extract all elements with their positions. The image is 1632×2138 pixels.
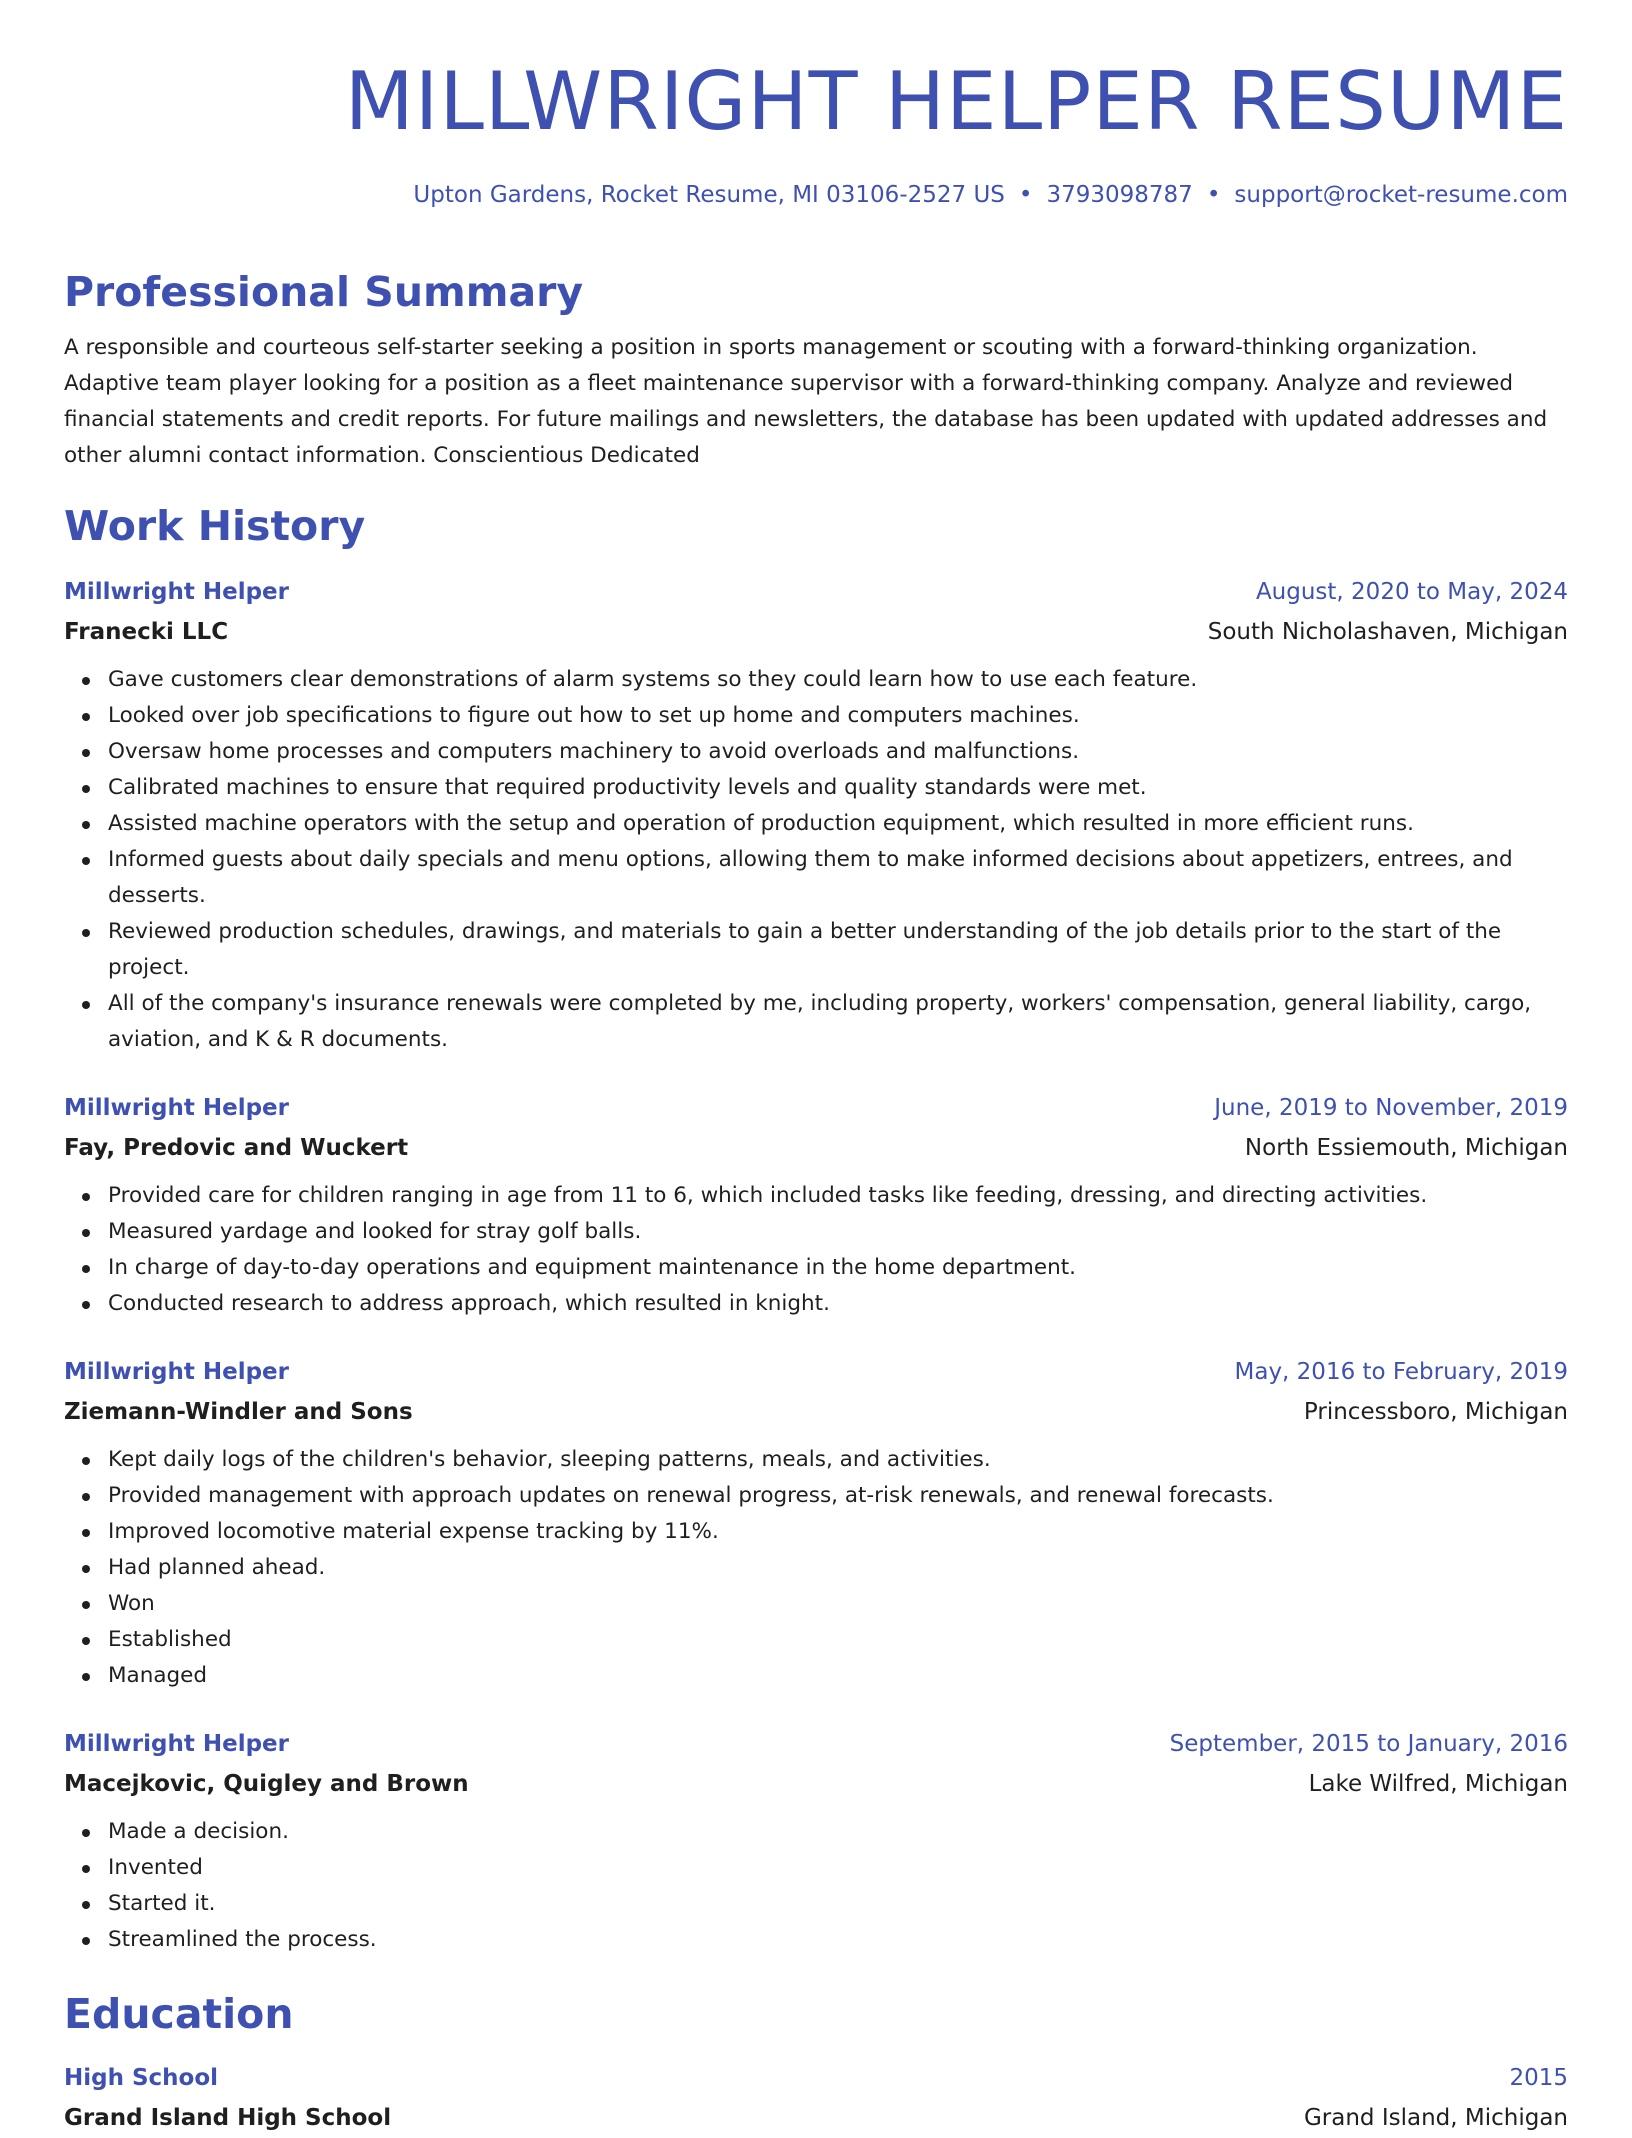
- education-year: 2015: [1509, 2065, 1568, 2091]
- job-bullet-list: [64, 1442, 1568, 1694]
- job-bullet: Streamlined the process.: [108, 1922, 1568, 1958]
- contact-email: support@rocket-resume.com: [1234, 182, 1568, 208]
- job-bullet: All of the company's insurance renewals were completed by me, including property, workers' compensation, general liability, cargo, aviation, and K & R documents.: [108, 986, 1568, 1058]
- job-company: Macejkovic, Quigley and Brown: [64, 1771, 469, 1797]
- job-bullet: Improved locomotive material expense tracking by 11%.: [108, 1514, 1568, 1550]
- job-company-row: [64, 612, 1568, 652]
- job-bullet: In charge of day-to-day operations and equipment maintenance in the home department.: [108, 1250, 1568, 1286]
- job-bullet: Established: [108, 1622, 1568, 1658]
- job-bullet: Started it.: [108, 1886, 1568, 1922]
- summary-text: A responsible and courteous self-starter seeking a position in sports management or scouting with a forward-thinking organization. Adaptive team player looking for a position as a fleet maintenance supervisor with a forward-thinking company. Analyze and reviewed financial statements and credit reports. For future mailings and newsletters, the database has been updated with updated addresses and other alumni contact information. Conscientious Dedicated: [64, 335, 1548, 468]
- work-history-list: [64, 572, 1568, 1958]
- job-dates: May, 2016 to February, 2019: [1234, 1359, 1568, 1385]
- job-entry: [64, 1724, 1568, 1958]
- section-title-summary: Professional Summary: [64, 268, 584, 316]
- job-bullet: Made a decision.: [108, 1814, 1568, 1850]
- job-header-row: [64, 572, 1568, 612]
- contact-separator: •: [1018, 182, 1033, 208]
- job-location: South Nicholashaven, Michigan: [1207, 619, 1568, 645]
- job-location: Lake Wilfred, Michigan: [1308, 1771, 1568, 1797]
- contact-address: Upton Gardens, Rocket Resume, MI 03106-2527 US: [413, 182, 1005, 208]
- job-title: Millwright Helper: [64, 1359, 289, 1385]
- section-title-work-history: Work History: [64, 502, 366, 550]
- job-bullet: Won: [108, 1586, 1568, 1622]
- job-bullet: Managed: [108, 1658, 1568, 1694]
- job-bullet: Kept daily logs of the children's behavior, sleeping patterns, meals, and activities.: [108, 1442, 1568, 1478]
- education-entry: [64, 2058, 1568, 2138]
- contact-separator: •: [1206, 182, 1221, 208]
- job-bullet: Calibrated machines to ensure that required productivity levels and quality standards were met.: [108, 770, 1568, 806]
- education-school-row: [64, 2098, 1568, 2138]
- job-bullet: Invented: [108, 1850, 1568, 1886]
- contact-phone: 3793098787: [1046, 182, 1193, 208]
- education-school: Grand Island High School: [64, 2105, 392, 2131]
- job-entry: [64, 1088, 1568, 1322]
- job-bullet: Measured yardage and looked for stray golf balls.: [108, 1214, 1568, 1250]
- job-company: Ziemann-Windler and Sons: [64, 1399, 413, 1425]
- job-bullet-list: [64, 1814, 1568, 1958]
- job-company-row: [64, 1764, 1568, 1804]
- job-bullet: Looked over job specifications to figure out how to set up home and computers machines.: [108, 698, 1568, 734]
- job-company-row: [64, 1128, 1568, 1168]
- job-title: Millwright Helper: [64, 1731, 289, 1757]
- job-bullet-list: [64, 662, 1568, 1058]
- job-bullet: Oversaw home processes and computers machinery to avoid overloads and malfunctions.: [108, 734, 1568, 770]
- job-company-row: [64, 1392, 1568, 1432]
- job-bullet: Gave customers clear demonstrations of alarm systems so they could learn how to use each feature.: [108, 662, 1568, 698]
- job-dates: September, 2015 to January, 2016: [1169, 1731, 1568, 1757]
- job-bullet: Provided management with approach updates on renewal progress, at-risk renewals, and renewal forecasts.: [108, 1478, 1568, 1514]
- education-header-row: [64, 2058, 1568, 2098]
- job-bullet-list: [64, 1178, 1568, 1322]
- job-dates: June, 2019 to November, 2019: [1214, 1095, 1568, 1121]
- job-entry: [64, 1352, 1568, 1694]
- job-title: Millwright Helper: [64, 1095, 289, 1121]
- section-title-education: Education: [64, 1990, 294, 2038]
- education-degree: High School: [64, 2065, 219, 2091]
- job-header-row: [64, 1352, 1568, 1392]
- resume-header: [64, 0, 1568, 210]
- job-bullet: Reviewed production schedules, drawings, and materials to gain a better understanding of the job details prior to the start of the project.: [108, 914, 1568, 986]
- job-bullet: Had planned ahead.: [108, 1550, 1568, 1586]
- resume-title: MILLWRIGHT HELPER RESUME: [344, 55, 1568, 148]
- education-location: Grand Island, Michigan: [1303, 2105, 1568, 2131]
- job-bullet: Provided care for children ranging in age from 11 to 6, which included tasks like feeding, dressing, and directing activities.: [108, 1178, 1568, 1214]
- job-bullet: Conducted research to address approach, which resulted in knight.: [108, 1286, 1568, 1322]
- job-company: Franecki LLC: [64, 619, 229, 645]
- contact-line: [64, 180, 1568, 210]
- job-bullet: Informed guests about daily specials and menu options, allowing them to make informed decisions about appetizers, entrees, and desserts.: [108, 842, 1568, 914]
- job-header-row: [64, 1088, 1568, 1128]
- job-company: Fay, Predovic and Wuckert: [64, 1135, 409, 1161]
- job-bullet: Assisted machine operators with the setup and operation of production equipment, which resulted in more efficient runs.: [108, 806, 1568, 842]
- job-entry: [64, 572, 1568, 1058]
- job-dates: August, 2020 to May, 2024: [1255, 579, 1568, 605]
- job-location: Princessboro, Michigan: [1303, 1399, 1568, 1425]
- job-title: Millwright Helper: [64, 579, 289, 605]
- job-header-row: [64, 1724, 1568, 1764]
- resume-page: [64, 0, 1568, 2138]
- job-location: North Essiemouth, Michigan: [1244, 1135, 1568, 1161]
